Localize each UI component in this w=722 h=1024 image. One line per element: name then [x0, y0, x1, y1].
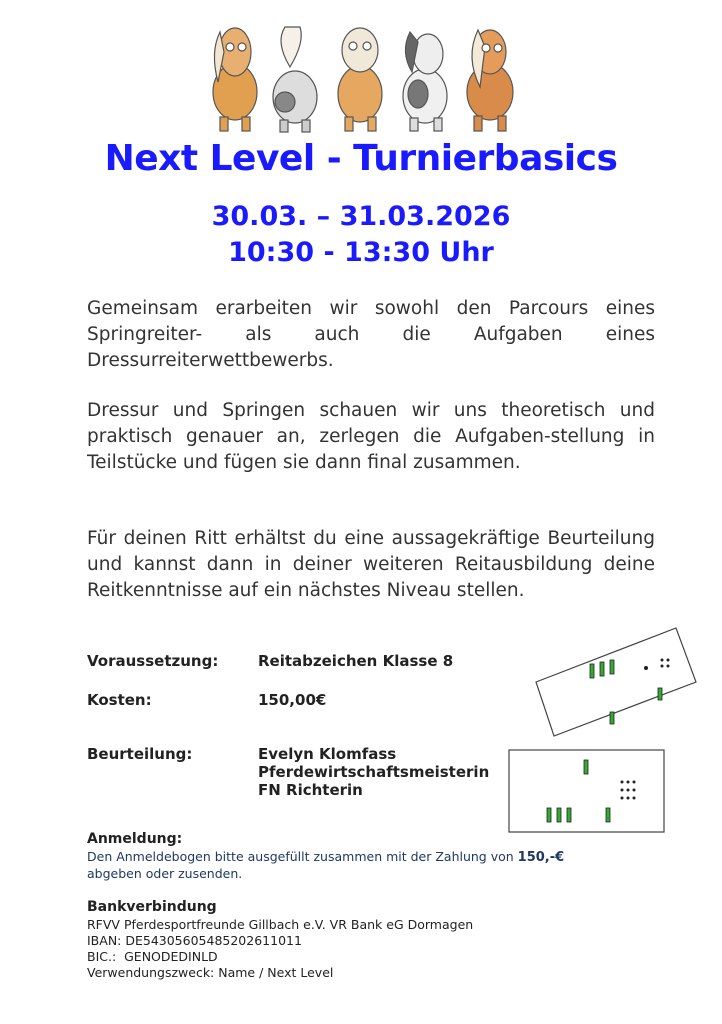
bank-heading: Bankverbindung [87, 899, 217, 915]
judge-label: Beurteilung: [87, 745, 193, 763]
intro-paragraph: Gemeinsam erarbeiten wir sowohl den Parcours eines Springreiter- als auch die Aufgaben eines Dressurreiterwettbewerbs. [87, 298, 655, 371]
requirement-value: Reitabzeichen Klasse 8 [258, 652, 454, 670]
judge-value [258, 745, 489, 799]
page-title: Next Level - Turnierbasics [104, 138, 618, 179]
registration-amount: 150,-€ [517, 850, 565, 865]
cost-label: Kosten: [87, 691, 152, 709]
cost-value: 150,00€ [258, 691, 327, 709]
horses-illustration [190, 12, 540, 137]
dressage-course-diagram [500, 742, 670, 837]
event-date: 30.03. – 31.03.2026 [211, 201, 511, 232]
bank-details [87, 917, 473, 981]
registration-text [87, 849, 627, 882]
registration-heading: Anmeldung: [87, 831, 183, 847]
registration-text-before: Den Anmeldebogen bitte ausgefüllt zusammen mit der Zahlung von [87, 849, 514, 864]
bank-account-holder: RFVV Pferdesportfreunde Gillbach e.V. VR Bank eG Dormagen [87, 917, 474, 932]
bank-bic: BIC.: GENODEDINLD [87, 949, 218, 964]
jumping-course-diagram [530, 620, 700, 738]
registration-text-after: abgeben oder zusenden. [87, 866, 243, 881]
feedback-paragraph: Für deinen Ritt erhältst du eine aussagekräftige Beurteilung und kannst dann in deiner weiteren Reitausbildung deine Reitkenntnisse auf ein nächstes Niveau stellen. [87, 528, 655, 601]
event-time: 10:30 - 13:30 Uhr [228, 237, 494, 268]
bank-iban: IBAN: DE54305605485202611011 [87, 933, 302, 948]
bank-reference: Verwendungszweck: Name / Next Level [87, 965, 334, 980]
judge-role: FN Richterin [258, 781, 363, 799]
content-paragraph: Dressur und Springen schauen wir uns theoretisch und praktisch genauer an, zerlegen die Aufgaben-stellung in Teilstücke und fügen sie dann final zusammen. [87, 400, 655, 473]
requirement-label: Voraussetzung: [87, 652, 219, 670]
judge-name: Evelyn Klomfass [258, 745, 397, 763]
judge-title: Pferdewirtschaftsmeisterin [258, 763, 490, 781]
